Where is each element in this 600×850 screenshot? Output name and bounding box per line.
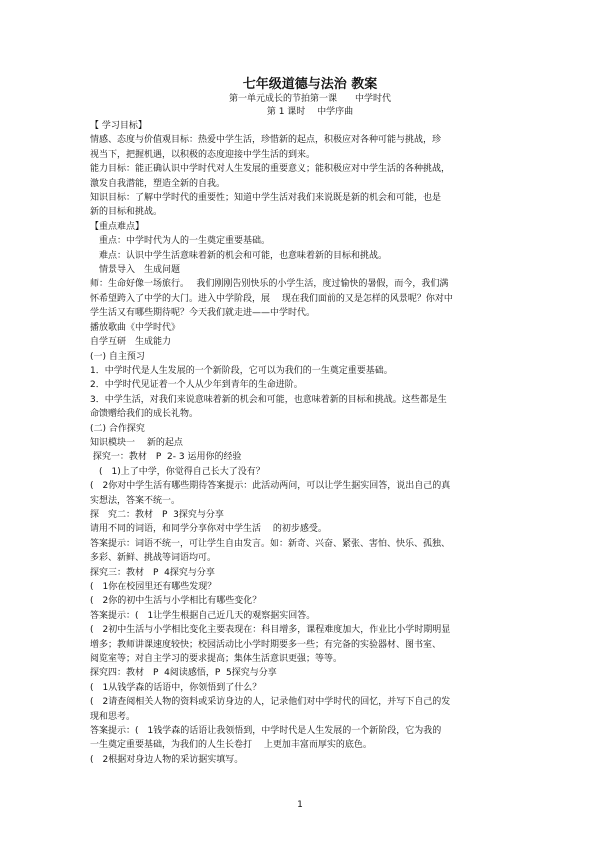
text-line: ( 1你在校园里还有哪些发现？ bbox=[90, 582, 217, 592]
text-line: 【重点难点】 bbox=[90, 221, 145, 232]
unit-subtitle: 第一单元成长的节拍第一课 中学时代 bbox=[228, 94, 391, 104]
text-line: 一生奠定重要基础，为我们的人生长卷打 上更加丰富而厚实的底色。 bbox=[90, 740, 372, 751]
text-line: 答案提示：词语不统一，可让学生自由发言。如：新奇、兴奋、紧张、害怕、快乐、孤独、 bbox=[90, 538, 451, 549]
text-line: 命馈赠给我们的成长礼物。 bbox=[90, 409, 199, 420]
text-line: 探究一：教材 P 2- 3 运用你的经验 bbox=[90, 452, 242, 463]
text-line: 知识模块一 新的起点 bbox=[90, 437, 183, 448]
text-line: 请用不同的词语，和同学分享你对中学生活 的初步感受。 bbox=[90, 524, 327, 535]
text-line: 探 究二：教材 P 3探究与分享 bbox=[90, 509, 224, 520]
text-line: 实想法，答案不统一。 bbox=[90, 495, 181, 506]
text-line: (二) 合作探究 bbox=[90, 423, 145, 434]
lesson-title: 七年级道德与法治 教案 bbox=[242, 77, 378, 92]
text-line: ( 2你对中学生活有哪些期待答案提示：此活动两问，可以让学生据实回答，说出自己的真 bbox=[90, 481, 451, 492]
text-line: 答案提示：( 1让学生根据自己近几天的观察据实回答。 bbox=[90, 610, 316, 621]
text-line: 视当下，把握机遇，以积极的态度迎接中学生活的到来。 bbox=[90, 149, 316, 160]
page-number: 1 bbox=[297, 800, 303, 810]
text-line: (一) 自主预习 bbox=[90, 351, 145, 362]
text-line: 师：生命好像一场旅行。 我们刚刚告别快乐的小学生活，度过愉快的暑假，而今，我们满 bbox=[90, 279, 449, 290]
text-line: 自学互研 生成能力 bbox=[90, 337, 172, 348]
text-line: 3．中学生活，对我们来说意味着新的机会和可能，也意味着新的目标和挑战。这些都是生 bbox=[90, 394, 447, 405]
text-line: ( 2根据对身边人物的采访据实填写。 bbox=[90, 754, 244, 765]
text-line: 增多；教师讲课速度较快；校园活动比小学时期要多一些；有完备的实验器材、图书室、 bbox=[90, 639, 442, 650]
text-line: 【 学习目标】 bbox=[90, 121, 147, 131]
text-line: 情感、态度与价值观目标：热爱中学生活，珍惜新的起点，积极应对各种可能与挑战，珍 bbox=[90, 135, 442, 146]
text-line: 难点：认识中学生活意味着新的机会和可能，也意味着新的目标和挑战。 bbox=[90, 250, 388, 261]
body-text bbox=[90, 119, 520, 767]
text-line: 1．中学时代是人生发展的一个新阶段，它可以为我们的一生奠定重要基础。 bbox=[90, 365, 393, 376]
text-line: 学生活又有哪些期待呢？今天我们就走进——中学时代。 bbox=[90, 308, 316, 319]
text-line: 播放歌曲《中学时代》 bbox=[90, 322, 181, 333]
text-line: 情景导入 生成问题 bbox=[90, 265, 181, 276]
text-line: ( 1)上了中学，你觉得自己长大了没有？ bbox=[90, 466, 265, 477]
text-line: 知识目标：了解中学时代的重要性；知道中学生活对我们来说既是新的机会和可能，也是 bbox=[90, 193, 442, 204]
text-line: 多彩、新鲜、挑战等词语均可。 bbox=[90, 553, 217, 564]
text-line: 探究三：教材 P 4探究与分享 bbox=[90, 567, 215, 578]
text-line: ( 2请查阅相关人物的资料或采访身边的人，记录他们对中学时代的回忆，并写下自己的发 bbox=[90, 697, 451, 708]
text-line: 现和思考。 bbox=[90, 711, 136, 722]
text-line: 怀希望跨入了中学的大门。进入中学阶段，展 现在我们面前的又是怎样的风景呢？你对中 bbox=[90, 293, 453, 304]
text-line: 激发自我潜能，塑造全新的自我。 bbox=[90, 178, 226, 189]
text-line: 答案提示：( 1钱学森的话语让我领悟到，中学时代是人生发展的一个新阶段，它为我的 bbox=[90, 726, 442, 737]
document-body bbox=[90, 76, 520, 767]
text-line: 阅览室等；对自主学习的要求提高；集体生活意识更强；等等。 bbox=[90, 654, 343, 665]
text-line: 探究四：教材 P 4阅读感悟，P 5探究与分享 bbox=[90, 668, 277, 679]
text-line: 重点：中学时代为人的一生奠定重要基础。 bbox=[90, 236, 271, 247]
text-line: ( 2初中生活与小学相比变化主要表现在：科目增多，课程难度加大，作业比小学时期明显 bbox=[90, 625, 451, 636]
text-line: ( 1从钱学森的话语中，你领悟到了什么？ bbox=[90, 682, 262, 693]
text-line: ( 2你的初中生活与小学相比有哪些变化？ bbox=[90, 596, 262, 607]
text-line: 新的目标和挑战。 bbox=[90, 207, 163, 218]
text-line: 能力目标：能正确认识中学时代对人生发展的重要意义；能积极应对中学生活的各种挑战， bbox=[90, 164, 451, 175]
text-line: 2．中学时代见证着一个人从少年到青年的生命进阶。 bbox=[90, 380, 303, 391]
lesson-subtitle: 第 1 课时 中学序曲 bbox=[266, 107, 354, 117]
